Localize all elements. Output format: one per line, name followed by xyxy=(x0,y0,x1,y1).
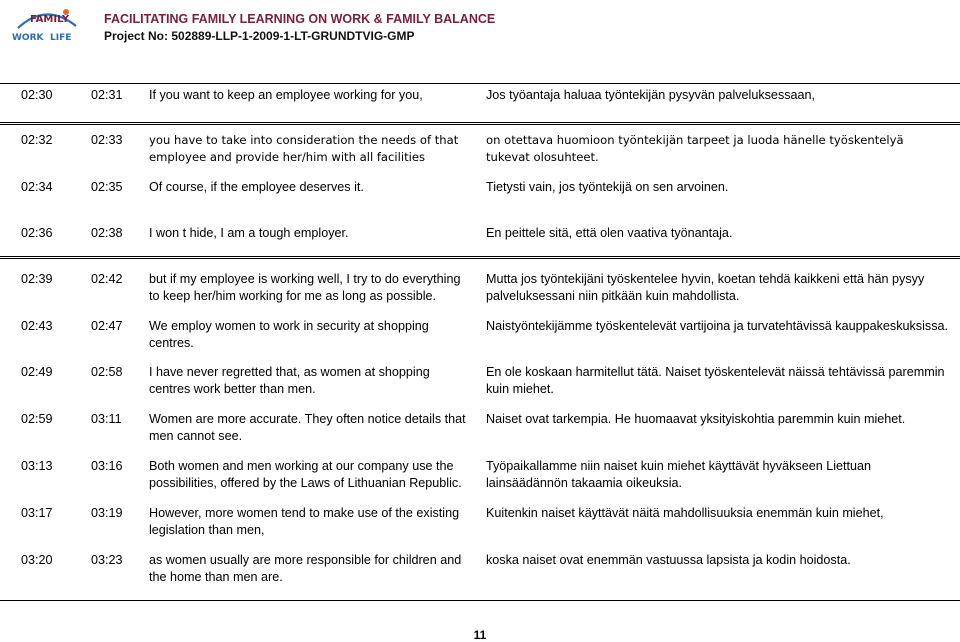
english-text: Both women and men working at our company use the possibilities, offered by the Laws of Lithuanian Republic. xyxy=(149,459,462,490)
start-time: 02:59 xyxy=(21,412,53,426)
finnish-text: Jos työantaja haluaa työntekijän pysyvän palveluksessaan, xyxy=(486,88,816,102)
logo-word-family: FAMILY xyxy=(30,14,70,25)
end-time: 03:23 xyxy=(91,553,123,567)
header-text xyxy=(104,12,495,44)
english-text: as women usually are more responsible for children and the home than men are. xyxy=(149,553,462,584)
english-text: However, more women tend to make use of the existing legislation than men, xyxy=(149,506,460,537)
logo-word-work: WORK xyxy=(12,33,44,43)
start-time: 03:17 xyxy=(21,506,53,520)
start-time: 02:30 xyxy=(21,88,53,102)
english-text: Of course, if the employee deserves it. xyxy=(149,180,364,194)
finnish-text: Naistyöntekijämme työskentelevät vartijoina ja turvatehtävissä kauppakeskuksissa. xyxy=(486,319,948,333)
finnish-text: Työpaikallamme niin naiset kuin miehet käyttävät hyväkseen Liettuan lainsäädännön takaamia oikeuksia. xyxy=(486,459,872,490)
start-time: 02:36 xyxy=(21,226,53,240)
english-text: you have to take into consideration the needs of that employee and provide her/him with all facilities xyxy=(149,133,459,164)
document-title: FACILITATING FAMILY LEARNING ON WORK & FAMILY BALANCE xyxy=(104,12,496,26)
finnish-text: Naiset ovat tarkempia. He huomaavat yksityiskohtia paremmin kuin miehet. xyxy=(486,412,906,426)
end-time: 02:58 xyxy=(91,365,123,379)
finnish-text: koska naiset ovat enemmän vastuussa lapsista ja kodin hoidosta. xyxy=(486,553,851,567)
english-text: but if my employee is working well, I try to do everything to keep her/him working for me as long as possible. xyxy=(149,272,461,303)
start-time: 03:13 xyxy=(21,459,53,473)
end-time: 02:47 xyxy=(91,319,123,333)
end-time: 02:31 xyxy=(91,88,123,102)
start-time: 03:20 xyxy=(21,553,53,567)
start-time: 02:34 xyxy=(21,180,53,194)
start-time: 02:32 xyxy=(21,133,53,147)
end-time: 03:16 xyxy=(91,459,123,473)
page-header xyxy=(0,0,960,48)
finnish-text: Mutta jos työntekijäni työskentelee hyvin, koetan tehdä kaikkeni että hän pysyy palveluksessani niin pitkään kuin mahdollista. xyxy=(486,272,925,303)
english-text: Women are more accurate. They often notice details that men cannot see. xyxy=(149,412,466,443)
end-time: 02:42 xyxy=(91,272,123,286)
english-text: I have never regretted that, as women at shopping centres work better than men. xyxy=(149,365,430,396)
end-time: 03:19 xyxy=(91,506,123,520)
project-number: Project No: 502889-LLP-1-2009-1-LT-GRUNDTVIG-GMP xyxy=(104,29,415,43)
logo-word-life: LIFE xyxy=(50,33,72,43)
end-time: 02:33 xyxy=(91,133,123,147)
end-time: 02:38 xyxy=(91,226,123,240)
finnish-text: En peittele sitä, että olen vaativa työnantaja. xyxy=(486,226,733,240)
end-time: 03:11 xyxy=(91,412,122,426)
start-time: 02:49 xyxy=(21,365,53,379)
family-work-life-logo xyxy=(10,6,82,44)
english-text: We employ women to work in security at shopping centres. xyxy=(149,319,429,350)
finnish-text: on otettava huomioon työntekijän tarpeet ja luoda hänelle työskentelyä tukevat olosuhteet. xyxy=(486,133,904,164)
finnish-text: Kuitenkin naiset käyttävät näitä mahdollisuuksia enemmän kuin miehet, xyxy=(486,506,884,520)
english-text: I won t hide, I am a tough employer. xyxy=(149,226,349,240)
finnish-text: En ole koskaan harmitellut tätä. Naiset työskentelevät näissä tehtävissä paremmin kuin miehet. xyxy=(486,365,945,396)
start-time: 02:39 xyxy=(21,272,53,286)
table-section-3 xyxy=(0,256,960,601)
page-number: 11 xyxy=(473,628,487,642)
end-time: 02:35 xyxy=(91,180,123,194)
english-text: If you want to keep an employee working for you, xyxy=(149,88,423,102)
finnish-text: Tietysti vain, jos työntekijä on sen arvoinen. xyxy=(486,180,729,194)
start-time: 02:43 xyxy=(21,319,53,333)
